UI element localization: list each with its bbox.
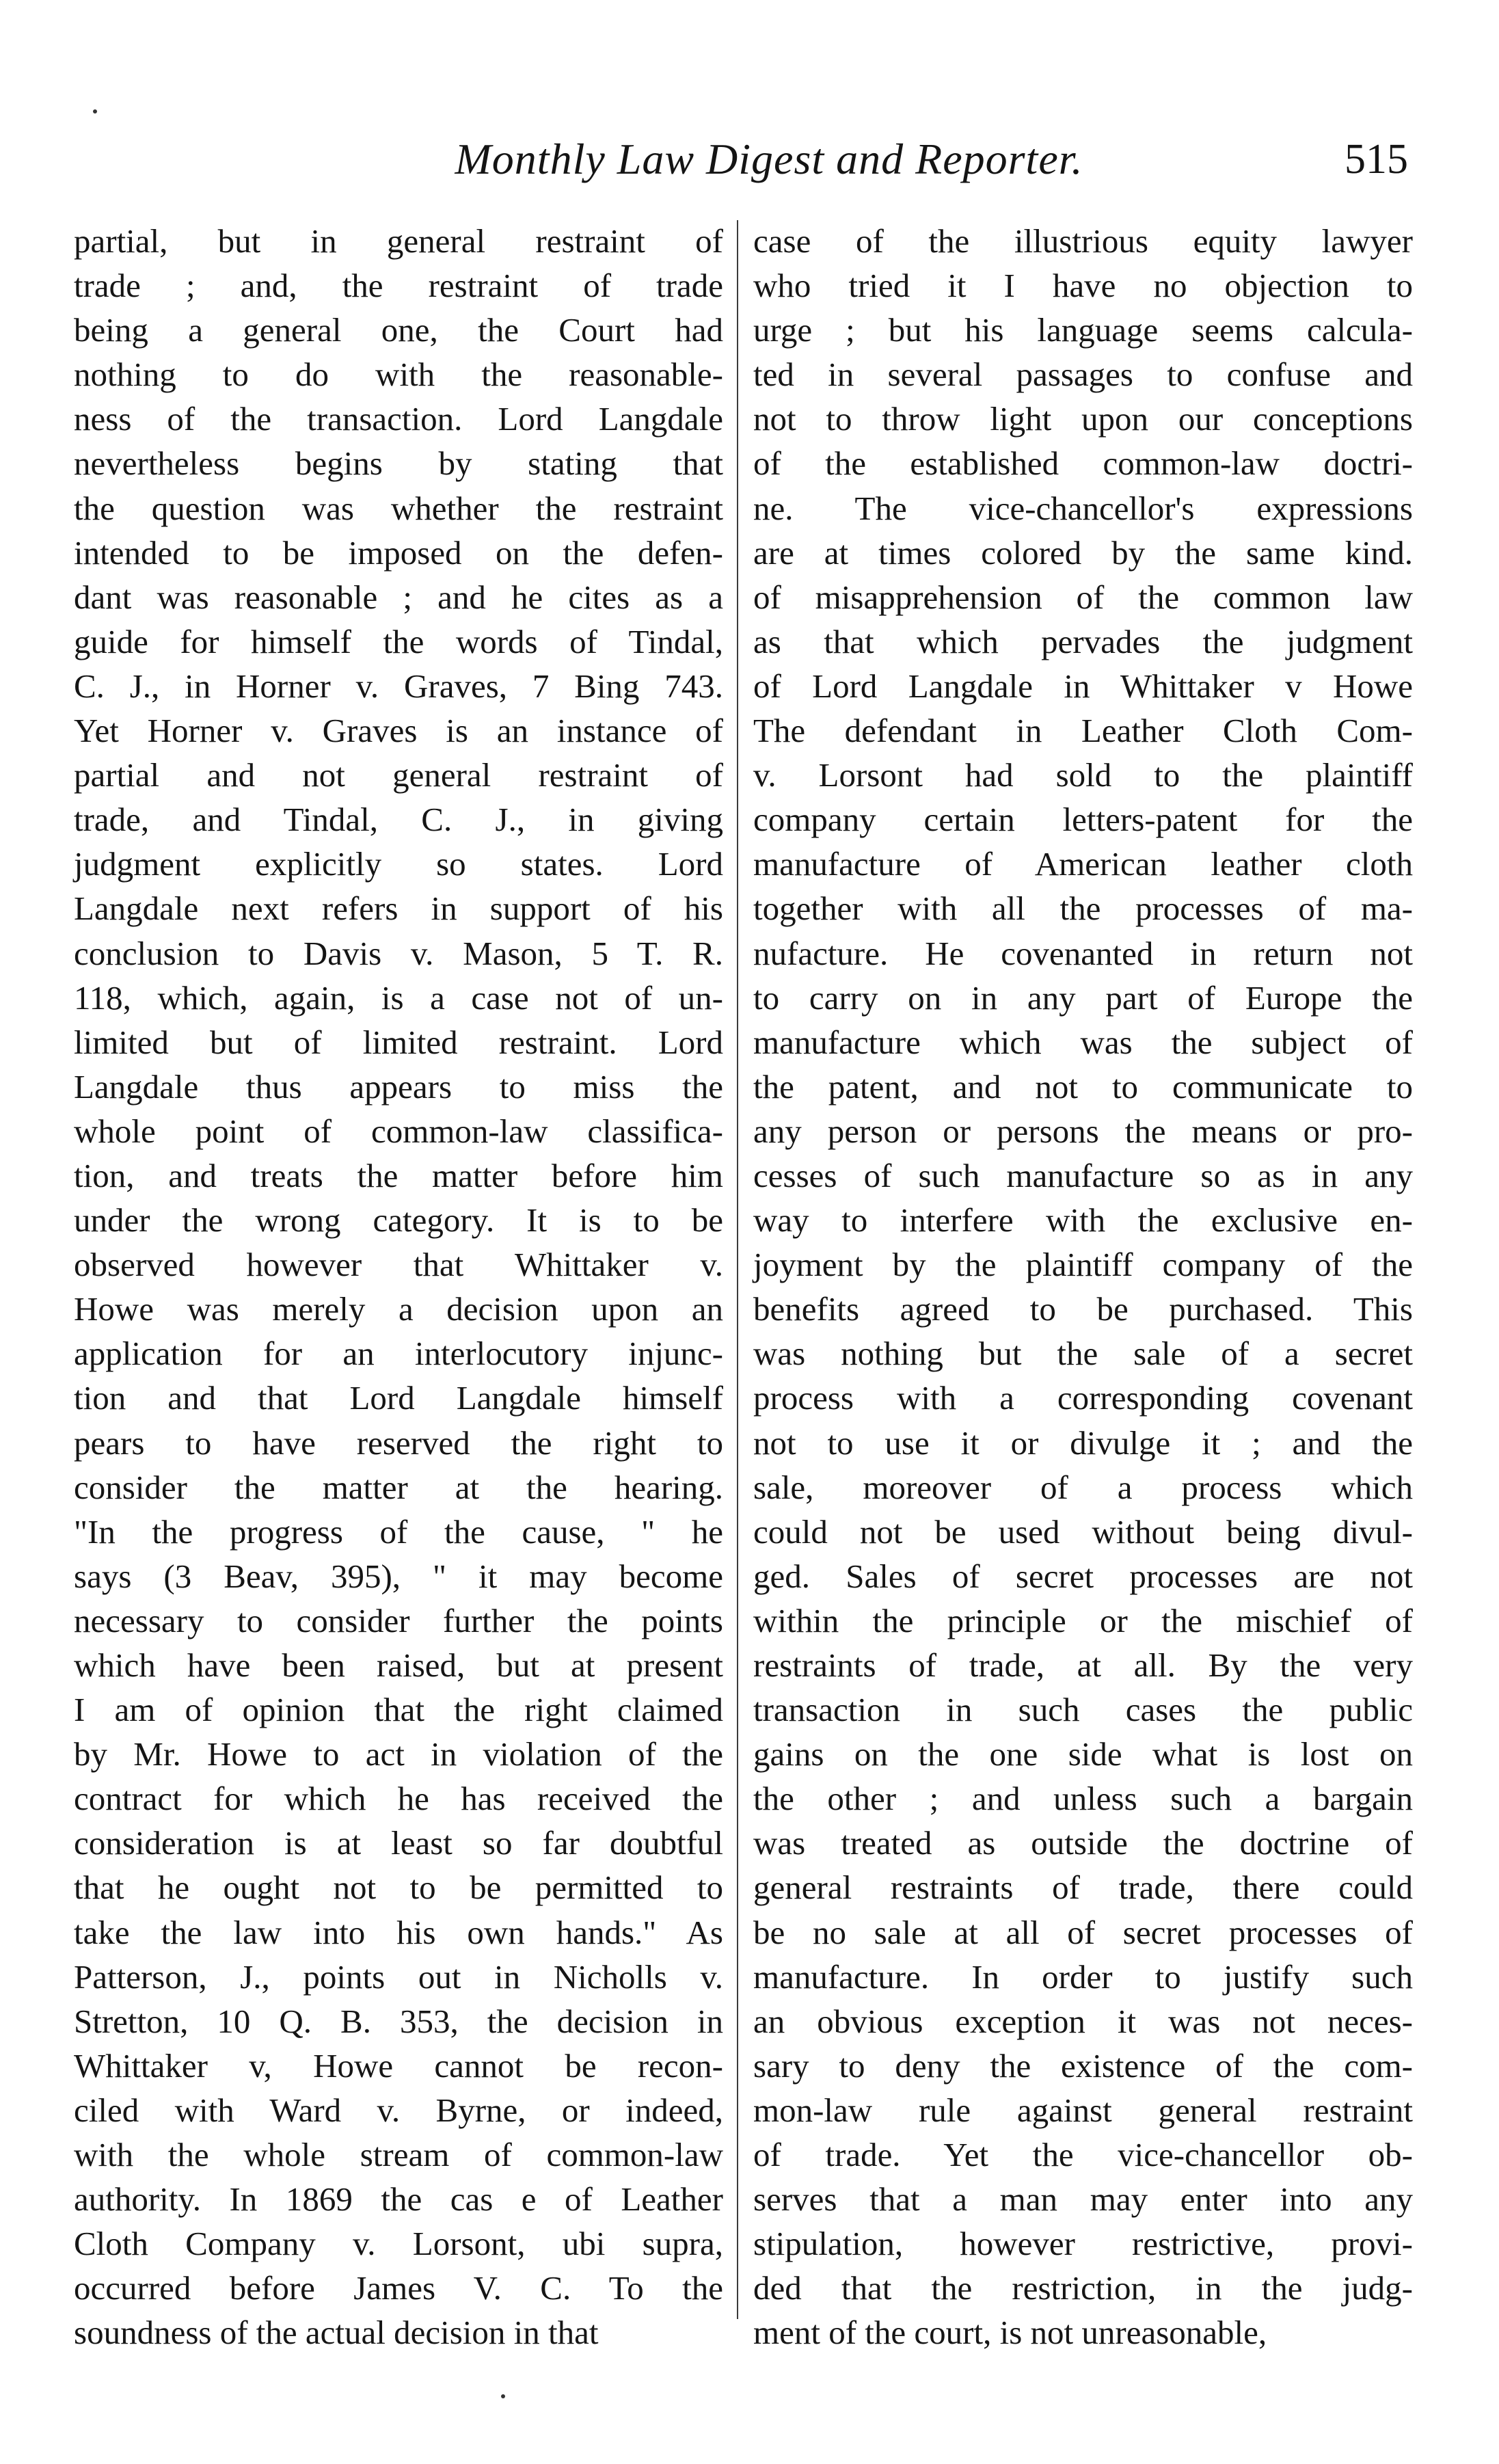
text-line: of the established common-law doctri- xyxy=(753,444,1413,483)
text-line: manufacture of American leather cloth xyxy=(753,845,1413,883)
page-number: 515 xyxy=(1345,136,1408,183)
text-line: stipulation, however restrictive, provi- xyxy=(753,2225,1413,2263)
right-text-column xyxy=(753,219,1413,2355)
text-line: gains on the one side what is lost on xyxy=(753,1735,1413,1773)
text-line: partial and not general restraint of xyxy=(74,756,723,794)
text-line: consider the matter at the hearing. xyxy=(74,1468,723,1506)
text-line: Langdale next refers in support of his xyxy=(74,889,723,928)
text-line: urge ; but his language seems calcula- xyxy=(753,311,1413,349)
text-line: intended to be imposed on the defen- xyxy=(74,533,723,572)
text-line: nufacture. He covenanted in return not xyxy=(753,934,1413,972)
text-line: transaction in such cases the public xyxy=(753,1691,1413,1729)
text-line: ged. Sales of secret processes are not xyxy=(753,1557,1413,1595)
column-divider xyxy=(737,220,738,2319)
text-line: with the whole stream of common-law xyxy=(74,2136,723,2174)
text-line: sale, moreover of a process which xyxy=(753,1468,1413,1506)
text-line: tion, and treats the matter before him xyxy=(74,1156,723,1194)
text-line: partial, but in general restraint of xyxy=(74,222,723,260)
text-line: that he ought not to be permitted to xyxy=(74,1869,723,1907)
text-line: Howe was merely a decision upon an xyxy=(74,1290,723,1328)
text-line: the patent, and not to communicate to xyxy=(753,1067,1413,1106)
text-line: as that which pervades the judgment xyxy=(753,622,1413,660)
text-line: soundness of the actual decision in that xyxy=(74,2314,599,2352)
text-line: who tried it I have no objection to xyxy=(753,267,1413,305)
text-line: Stretton, 10 Q. B. 353, the decision in xyxy=(74,2002,723,2040)
text-line: process with a corresponding covenant xyxy=(753,1379,1413,1417)
text-line: guide for himself the words of Tindal, xyxy=(74,622,723,660)
text-line: 118, which, again, is a case not of un- xyxy=(74,978,723,1017)
text-line: mon-law rule against general restraint xyxy=(753,2091,1413,2129)
text-line: authority. In 1869 the cas e of Leather xyxy=(74,2180,723,2219)
text-line: not to throw light upon our conceptions xyxy=(753,400,1413,438)
text-line: joyment by the plaintiff company of the xyxy=(753,1246,1413,1284)
text-line: manufacture. In order to justify such xyxy=(753,1957,1413,1996)
text-line: Langdale thus appears to miss the xyxy=(74,1067,723,1106)
text-line: sary to deny the existence of the com- xyxy=(753,2046,1413,2085)
text-line: trade ; and, the restraint of trade xyxy=(74,267,723,305)
text-line: observed however that Whittaker v. xyxy=(74,1246,723,1284)
text-line: to carry on in any part of Europe the xyxy=(753,978,1413,1017)
text-line: pears to have reserved the right to xyxy=(74,1423,723,1462)
print-speck xyxy=(93,109,97,113)
text-line: nevertheless begins by stating that xyxy=(74,444,723,483)
text-line: ne. The vice-chancellor's expressions xyxy=(753,489,1413,527)
text-line: within the principle or the mischief of xyxy=(753,1601,1413,1639)
text-line: I am of opinion that the right claimed xyxy=(74,1691,723,1729)
text-line: conclusion to Davis v. Mason, 5 T. R. xyxy=(74,934,723,972)
text-line: by Mr. Howe to act in violation of the xyxy=(74,1735,723,1773)
text-line: necessary to consider further the points xyxy=(74,1601,723,1639)
text-line: Yet Horner v. Graves is an instance of xyxy=(74,712,723,750)
text-line: being a general one, the Court had xyxy=(74,311,723,349)
text-line: trade, and Tindal, C. J., in giving xyxy=(74,801,723,839)
text-line: not to use it or divulge it ; and the xyxy=(753,1423,1413,1462)
text-line: manufacture which was the subject of xyxy=(753,1023,1413,1061)
left-text-column xyxy=(74,219,723,2355)
text-line: ciled with Ward v. Byrne, or indeed, xyxy=(74,2091,723,2129)
text-line: of misapprehension of the common law xyxy=(753,578,1413,616)
text-line: v. Lorsont had sold to the plaintiff xyxy=(753,756,1413,794)
text-line: application for an interlocutory injunc- xyxy=(74,1335,723,1373)
text-line: could not be used without being divul- xyxy=(753,1512,1413,1551)
text-line: take the law into his own hands." As xyxy=(74,1913,723,1951)
text-line: together with all the processes of ma- xyxy=(753,889,1413,928)
text-line: was treated as outside the doctrine of xyxy=(753,1824,1413,1862)
text-line: of trade. Yet the vice-chancellor ob- xyxy=(753,2136,1413,2174)
text-line: says (3 Beav, 395), " it may become xyxy=(74,1557,723,1595)
text-line: general restraints of trade, there could xyxy=(753,1869,1413,1907)
text-line: judgment explicitly so states. Lord xyxy=(74,845,723,883)
text-line: an obvious exception it was not neces- xyxy=(753,2002,1413,2040)
text-line: consideration is at least so far doubtful xyxy=(74,1824,723,1862)
text-line: dant was reasonable ; and he cites as a xyxy=(74,578,723,616)
text-line: be no sale at all of secret processes of xyxy=(753,1913,1413,1951)
text-line: company certain letters-patent for the xyxy=(753,801,1413,839)
text-line: "In the progress of the cause, " he xyxy=(74,1512,723,1551)
text-line: whole point of common-law classifica- xyxy=(74,1112,723,1150)
text-line: case of the illustrious equity lawyer xyxy=(753,222,1413,260)
text-line: the other ; and unless such a bargain xyxy=(753,1780,1413,1818)
text-line: C. J., in Horner v. Graves, 7 Bing 743. xyxy=(74,667,723,705)
text-line: occurred before James V. C. To the xyxy=(74,2269,723,2307)
text-line: which have been raised, but at present xyxy=(74,1646,723,1684)
text-line: was nothing but the sale of a secret xyxy=(753,1335,1413,1373)
text-line: serves that a man may enter into any xyxy=(753,2180,1413,2219)
print-speck xyxy=(501,2394,505,2398)
text-line: limited but of limited restraint. Lord xyxy=(74,1023,723,1061)
text-line: restraints of trade, at all. By the very xyxy=(753,1646,1413,1684)
text-line: The defendant in Leather Cloth Com- xyxy=(753,712,1413,750)
text-line: under the wrong category. It is to be xyxy=(74,1201,723,1240)
text-line: ness of the transaction. Lord Langdale xyxy=(74,400,723,438)
text-line: ted in several passages to confuse and xyxy=(753,356,1413,394)
text-line: the question was whether the restraint xyxy=(74,489,723,527)
text-line: cesses of such manufacture so as in any xyxy=(753,1156,1413,1194)
text-line: of Lord Langdale in Whittaker v Howe xyxy=(753,667,1413,705)
text-line: ment of the court, is not unreasonable, xyxy=(753,2314,1267,2352)
text-line: tion and that Lord Langdale himself xyxy=(74,1379,723,1417)
text-line: any person or persons the means or pro- xyxy=(753,1112,1413,1150)
text-line: Whittaker v, Howe cannot be recon- xyxy=(74,2046,723,2085)
text-line: Patterson, J., points out in Nicholls v. xyxy=(74,1957,723,1996)
text-line: Cloth Company v. Lorsont, ubi supra, xyxy=(74,2225,723,2263)
text-line: ded that the restriction, in the judg- xyxy=(753,2269,1413,2307)
text-line: are at times colored by the same kind. xyxy=(753,533,1413,572)
text-line: way to interfere with the exclusive en- xyxy=(753,1201,1413,1240)
text-line: nothing to do with the reasonable- xyxy=(74,356,723,394)
text-line: contract for which he has received the xyxy=(74,1780,723,1818)
text-line: benefits agreed to be purchased. This xyxy=(753,1290,1413,1328)
running-title: Monthly Law Digest and Reporter. xyxy=(455,135,1083,183)
